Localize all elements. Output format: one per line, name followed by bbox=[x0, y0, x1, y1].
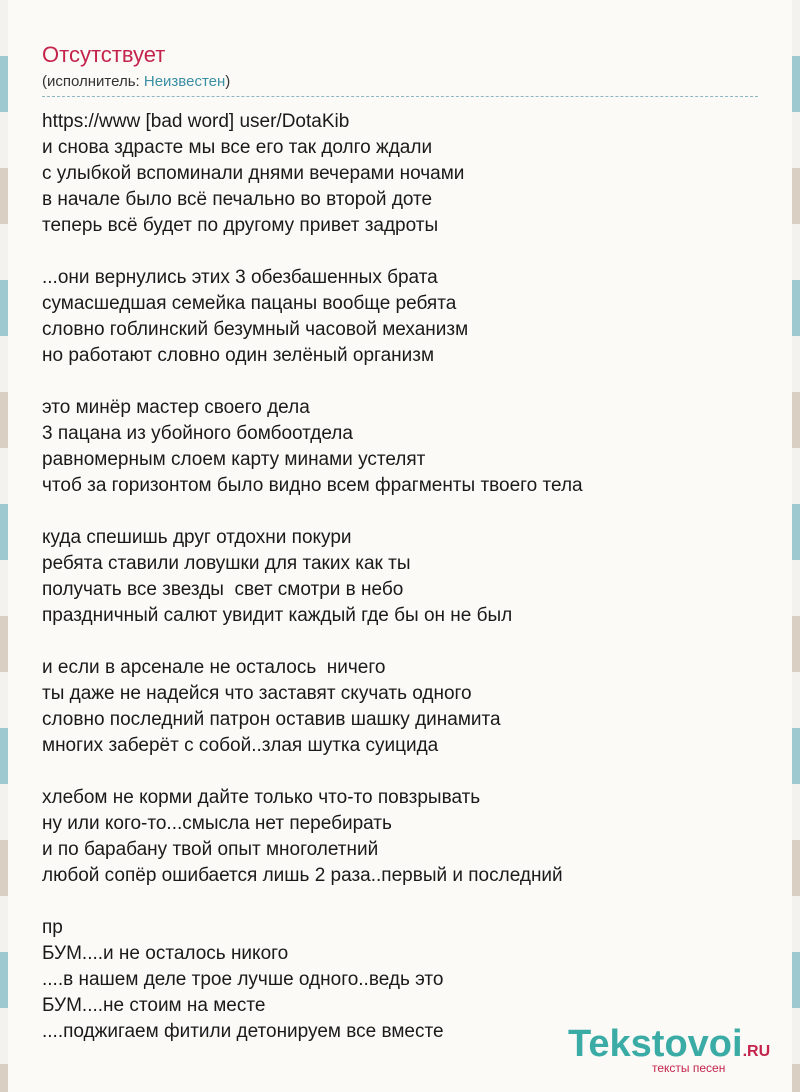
lyric-line: ....в нашем деле трое лучше одного..ведь это bbox=[42, 969, 444, 990]
lyric-line: но работают словно один зелёный организм bbox=[42, 345, 435, 366]
lyric-line: БУМ....не стоим на месте bbox=[42, 995, 266, 1016]
logo-wordmark: Tekstovoi bbox=[568, 1023, 743, 1065]
song-title: Отсутствует bbox=[42, 42, 166, 67]
lyric-line: чтоб за горизонтом было видно всем фрагменты твоего тела bbox=[42, 475, 583, 496]
lyric-line: многих заберёт с собой..злая шутка суицида bbox=[42, 735, 439, 756]
lyrics-stanza bbox=[42, 655, 762, 759]
lyrics-stanza bbox=[42, 265, 762, 369]
lyrics-stanza bbox=[42, 785, 762, 889]
site-logo bbox=[568, 1023, 778, 1075]
lyrics-stanza bbox=[42, 525, 762, 629]
lyric-line: равномерным слоем карту минами устелят bbox=[42, 449, 426, 470]
logo-tld: .RU bbox=[742, 1043, 771, 1060]
lyric-line: словно гоблинский безумный часовой механизм bbox=[42, 319, 469, 340]
artist-prefix: (исполнитель: bbox=[42, 73, 144, 90]
lyric-line: любой сопёр ошибается лишь 2 раза..первый и последний bbox=[42, 865, 563, 886]
lyrics-stanza bbox=[42, 109, 762, 239]
lyric-line: теперь всё будет по другому привет задроты bbox=[42, 215, 439, 236]
lyrics-body bbox=[42, 109, 762, 1045]
lyric-line: и снова здрасте мы все его так долго ждали bbox=[42, 137, 433, 158]
lyric-line: куда спешишь друг отдохни покури bbox=[42, 527, 352, 548]
lyric-line: https://www [bad word] user/DotaKib bbox=[42, 111, 350, 132]
lyric-line: пр bbox=[42, 917, 63, 938]
artist-line bbox=[42, 72, 762, 92]
lyric-line: хлебом не корми дайте только что-то повзрывать bbox=[42, 787, 481, 808]
lyric-line: БУМ....и не осталось никого bbox=[42, 943, 289, 964]
lyric-line: 3 пацана из убойного бомбоотдела bbox=[42, 423, 353, 444]
lyric-line: праздничный салют увидит каждый где бы он не был bbox=[42, 605, 513, 626]
lyric-line: сумасшедшая семейка пацаны вообще ребята bbox=[42, 293, 457, 314]
lyric-line: ...они вернулись этих 3 обезбашенных брата bbox=[42, 267, 438, 288]
song-content bbox=[42, 40, 762, 1071]
lyrics-stanza bbox=[42, 395, 762, 499]
lyric-line: в начале было всё печально во второй доте bbox=[42, 189, 433, 210]
lyric-line: с улыбкой вспоминали днями вечерами ночами bbox=[42, 163, 465, 184]
lyric-line: ....поджигаем фитили детонируем все вместе bbox=[42, 1021, 444, 1042]
lyric-line: получать все звезды свет смотри в небо bbox=[42, 579, 404, 600]
lyric-line: и по барабану твой опыт многолетний bbox=[42, 839, 379, 860]
lyric-line: ребята ставили ловушки для таких как ты bbox=[42, 553, 411, 574]
logo-subtitle: тексты песен bbox=[652, 1061, 726, 1075]
artist-name: Неизвестен bbox=[143, 73, 226, 90]
lyric-line: и если в арсенале не осталось ничего bbox=[42, 657, 386, 678]
lyric-line: ну или кого-то...смысла нет перебирать bbox=[42, 813, 392, 834]
lyric-line: ты даже не надейся что заставят скучать одного bbox=[42, 683, 472, 704]
lyric-line: словно последний патрон оставив шашку динамита bbox=[42, 709, 501, 730]
lyric-line: это минёр мастер своего дела bbox=[42, 397, 310, 418]
artist-suffix: ) bbox=[225, 73, 231, 90]
header-divider bbox=[42, 96, 758, 97]
